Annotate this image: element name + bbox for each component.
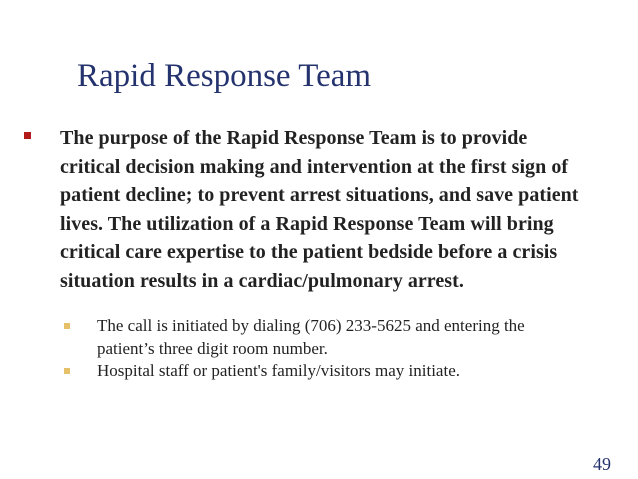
sub-bullet-list xyxy=(64,315,584,383)
slide-title: Rapid Response Team xyxy=(77,58,372,94)
square-bullet-icon xyxy=(64,323,70,329)
page-number: 49 xyxy=(593,454,611,474)
sub-bullet-text: The call is initiated by dialing (706) 233-5625 and entering the patient’s three digit room number. xyxy=(97,316,525,358)
square-bullet-icon xyxy=(64,368,70,374)
main-bullet xyxy=(24,124,592,295)
main-bullet-text: The purpose of the Rapid Response Team is to provide critical decision making and intervention at the first sign of patient decline; to prevent arrest situations, and save patient lives. The utilization of a Rapid Response Team will bring critical care expertise to the patient bedside before a crisis situation results in a cardiac/pulmonary arrest. xyxy=(60,127,579,292)
square-bullet-icon xyxy=(24,132,31,139)
sub-bullet-item xyxy=(64,360,584,383)
sub-bullet-item xyxy=(64,315,584,360)
sub-bullet-text: Hospital staff or patient's family/visitors may initiate. xyxy=(97,361,460,380)
